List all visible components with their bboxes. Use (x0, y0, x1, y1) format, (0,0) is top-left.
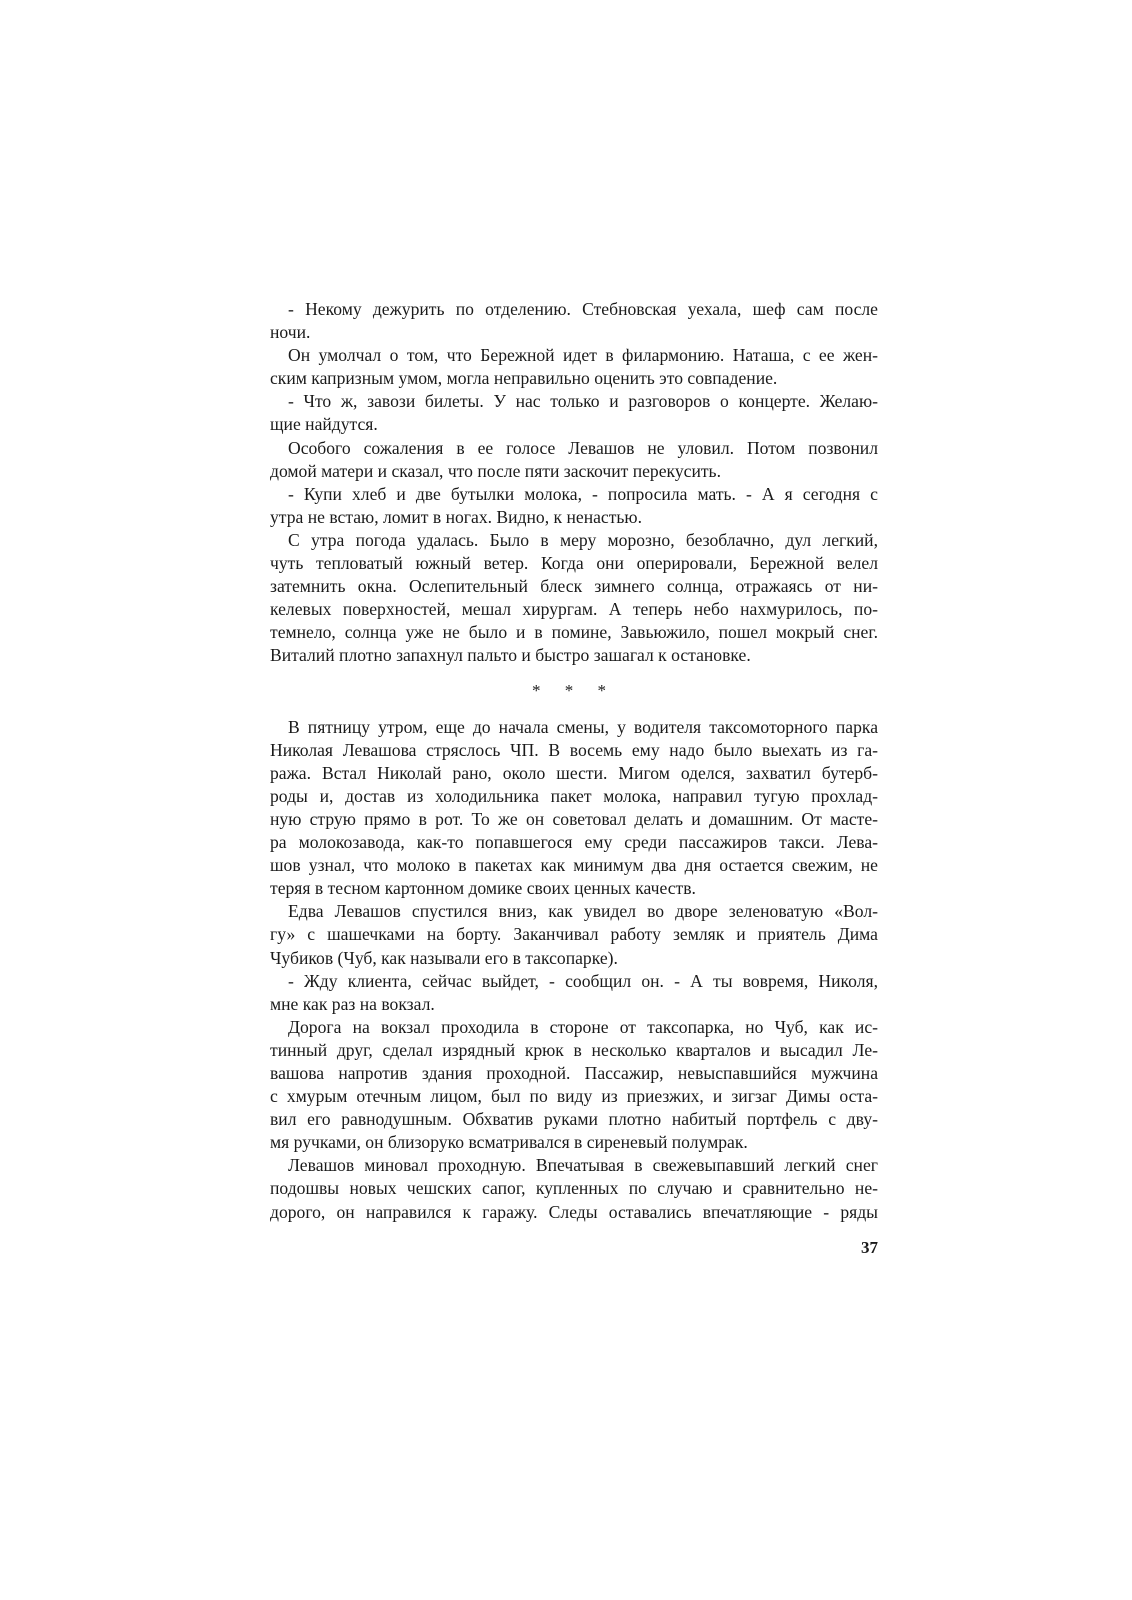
text-line: В пятницу утром, еще до начала смены, у водителя таксомоторного парка (288, 716, 878, 737)
text-line: с хмурым отечным лицом, был по виду из приезжих, и зигзаг Димы оста- (270, 1086, 878, 1107)
text-line: - Жду клиента, сейчас выйдет, - сообщил он. - А ты вовремя, Николя, (288, 970, 878, 991)
text-line: - Что ж, завози билеты. У нас только и разговоров о концерте. Желаю- (288, 391, 878, 412)
text-line: чуть тепловатый южный ветер. Когда они оперировали, Бережной велел (270, 553, 878, 574)
text-line: мне как раз на вокзал. (270, 993, 435, 1014)
text-line: ража. Встал Николай рано, около шести. Мигом оделся, захватил бутерб- (270, 762, 878, 783)
text-line: Едва Левашов спустился вниз, как увидел во дворе зеленоватую «Вол- (288, 901, 878, 922)
text-line: келевых поверхностей, мешал хирургам. А теперь небо нахмурилось, по- (270, 599, 878, 620)
text-line: роды и, достав из холодильника пакет молока, направил тугую прохлад- (270, 785, 878, 806)
text-line: Левашов миновал проходную. Впечатывая в свежевыпавший легкий снег (288, 1155, 878, 1176)
text-line: Чубиков (Чуб, как называли его в таксопарке). (270, 947, 618, 968)
text-line: домой матери и сказал, что после пяти заскочит перекусить. (270, 460, 721, 481)
text-line: Особого сожаления в ее голосе Левашов не уловил. Потом позвонил (288, 437, 878, 458)
text-line: шов узнал, что молоко в пакетах как минимум два дня остается свежим, не (270, 855, 878, 876)
text-line: вашова напротив здания проходной. Пассажир, невыспавшийся мужчина (270, 1063, 878, 1083)
text-line: Дорога на вокзал проходила в стороне от таксопарка, но Чуб, как ис- (288, 1016, 878, 1037)
text-line: темнело, солнца уже не было и в помине, Завьюжило, пошел мокрый снег. (270, 622, 878, 643)
text-line: мя ручками, он близоруко всматривался в сиреневый полумрак. (270, 1132, 748, 1153)
text-line: Виталий плотно запахнул пальто и быстро зашагал к остановке. (270, 645, 751, 666)
text-line: ским капризным умом, могла неправильно оценить это совпадение. (270, 368, 778, 389)
text-line: подошвы новых чешских сапог, купленных по случаю и сравнительно не- (270, 1178, 878, 1199)
text-line: щие найдутся. (270, 414, 378, 435)
section-separator: * * * (532, 680, 616, 700)
text-line: затемнить окна. Ослепительный блеск зимнего солнца, отражаясь от ни- (270, 576, 878, 597)
text-line: вил его равнодушным. Обхватив руками плотно набитый портфель с дву- (270, 1109, 878, 1130)
text-line: - Купи хлеб и две бутылки молока, - попросила мать. - А я сегодня с (288, 483, 878, 504)
body-text (270, 298, 878, 1224)
text-line: дорого, он направился к гаражу. Следы оставались впечатляющие - ряды (270, 1201, 878, 1222)
text-line: теряя в тесном картонном домике своих ценных качеств. (270, 878, 696, 899)
text-line: ную струю прямо в рот. То же он советовал делать и домашним. От масте- (270, 808, 878, 829)
text-line: ра молокозавода, как-то попавшегося ему среди пассажиров такси. Лева- (270, 832, 878, 853)
text-line: Николая Левашова стряслось ЧП. В восемь ему надо было выехать из га- (270, 739, 878, 760)
text-line: тинный друг, сделал изрядный крюк в несколько кварталов и высадил Ле- (270, 1039, 878, 1060)
text-line: С утра погода удалась. Было в меру морозно, безоблачно, дул легкий, (288, 529, 878, 550)
text-line: - Некому дежурить по отделению. Стебновская уехала, шеф сам после (288, 299, 878, 319)
text-line: ночи. (270, 322, 311, 343)
text-line: утра не встаю, ломит в ногах. Видно, к ненастью. (270, 506, 642, 527)
text-line: Он умолчал о том, что Бережной идет в филармонию. Наташа, с ее жен- (288, 345, 878, 366)
page-number: 37 (861, 1238, 878, 1257)
text-line: гу» с шашечками на борту. Заканчивал работу земляк и приятель Дима (270, 924, 878, 945)
